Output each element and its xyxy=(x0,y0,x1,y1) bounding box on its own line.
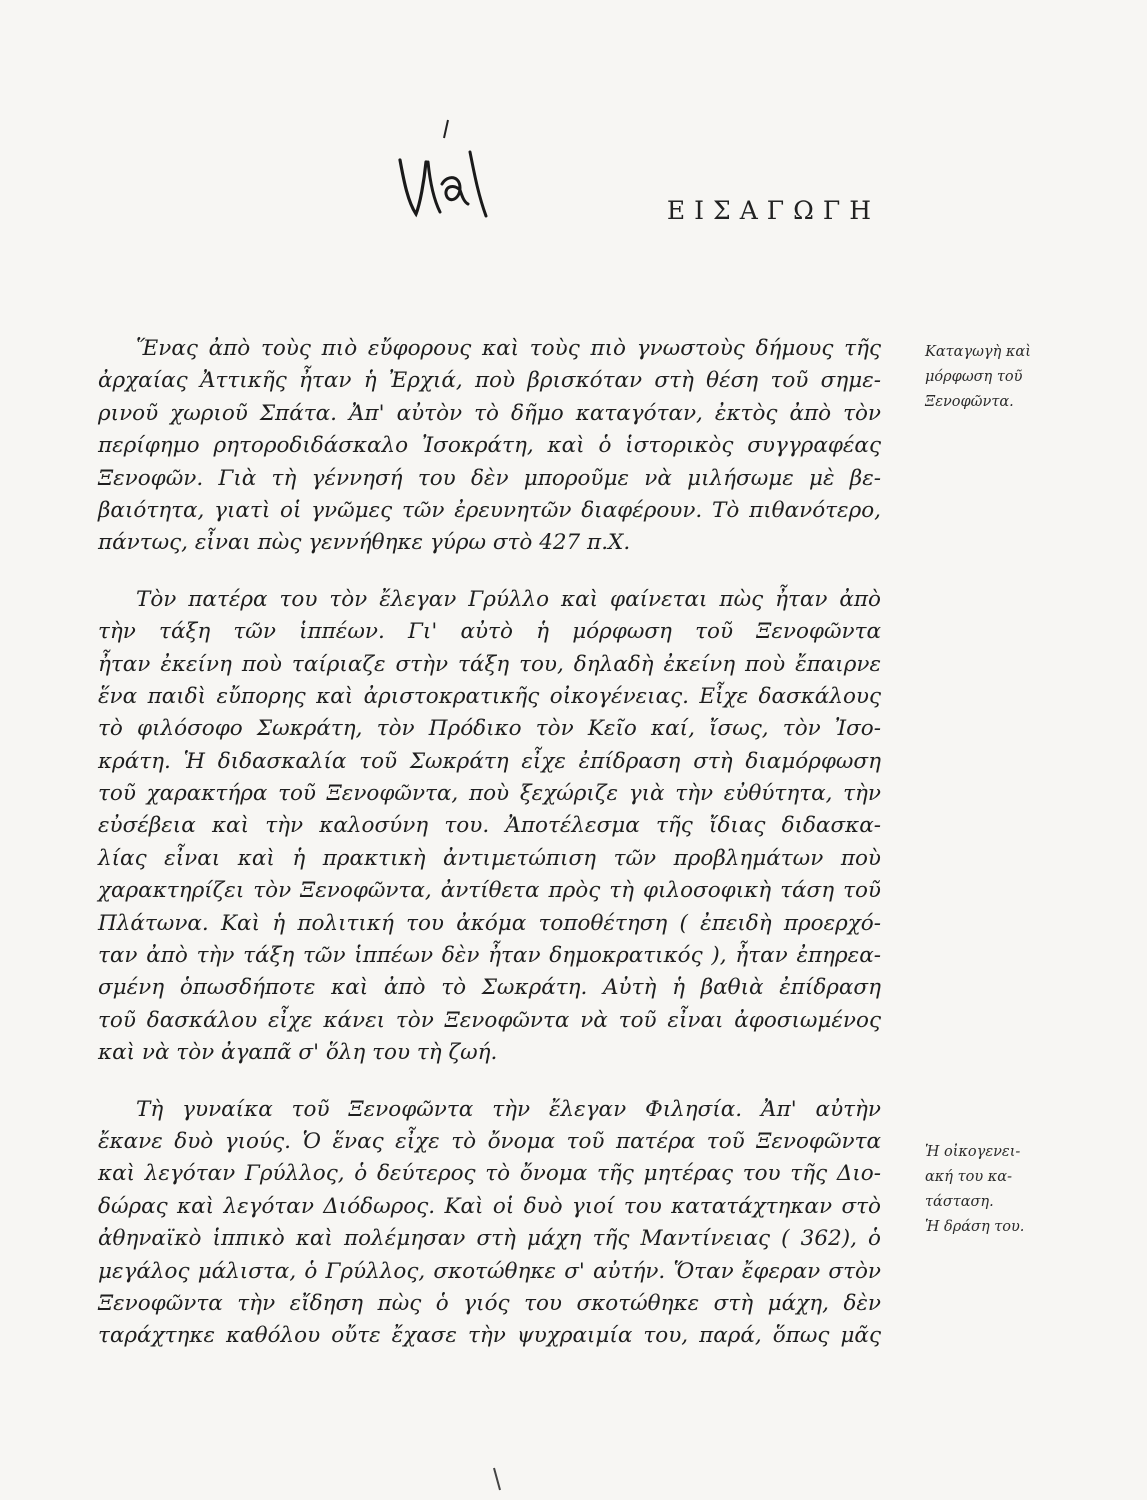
margin-note-line: τάσταση. xyxy=(925,1194,994,1210)
text-line: Πλάτωνα. Καὶ ἡ πολιτική του ἀκόμα τοποθέτηση ( ἐπειδὴ προερχό- xyxy=(98,910,881,936)
paragraph-family xyxy=(98,1094,881,1353)
page-title: ΕΙΣΑΓΩΓΗ xyxy=(666,196,880,225)
main-text xyxy=(98,333,881,1353)
text-line: Ἕνας ἀπὸ τοὺς πιὸ εὔφορους καὶ τοὺς πιὸ γνωστοὺς δήμους τῆς xyxy=(136,336,881,361)
margin-note-line: μόρφωση τοῦ xyxy=(925,369,1023,385)
text-line: ἀρχαίας Ἀττικῆς ἦταν ἡ Ἐρχιά, ποὺ βρισκόταν στὴ θέση τοῦ σημε- xyxy=(98,368,881,394)
text-line: ἦταν ἐκείνη ποὺ ταίριαζε στὴν τάξη του, δηλαδὴ ἐκείνη ποὺ ἔπαιρνε xyxy=(98,651,881,677)
margin-note-line: Ἡ δράση του. xyxy=(925,1219,1025,1235)
text-line: μεγάλος μάλιστα, ὁ Γρύλλος, σκοτώθηκε σ' αὐτήν. Ὅταν ἔφεραν στὸν xyxy=(98,1258,881,1284)
text-line: δώρας καὶ λεγόταν Διόδωρος. Καὶ οἱ δυὸ γιοί του κατατάχτηκαν στὸ xyxy=(98,1193,881,1219)
text-line: τὴν τάξη τῶν ἱππέων. Γι' αὐτὸ ἡ μόρφωση τοῦ Ξενοφῶντα xyxy=(98,619,881,645)
handwritten-mark xyxy=(390,112,510,232)
text-line: σμένη ὁπωσδήποτε καὶ ἀπὸ τὸ Σωκράτη. Αὐτὴ ἡ βαθιὰ ἐπίδραση xyxy=(98,975,881,1001)
margin-note-line: Ἡ οἰκογενει- xyxy=(925,1144,1021,1160)
margin-note-line: Καταγωγὴ καὶ xyxy=(925,344,1031,360)
text-line: Ξενοφῶντα τὴν εἴδηση πὼς ὁ γιός του σκοτώθηκε στὴ μάχη, δὲν xyxy=(98,1290,881,1316)
text-line: Τὸν πατέρα του τὸν ἔλεγαν Γρύλλο καὶ φαίνεται πὼς ἦταν ἀπὸ xyxy=(136,586,881,612)
text-line: καὶ λεγόταν Γρύλλος, ὁ δεύτερος τὸ ὄνομα τῆς μητέρας του τῆς Διο- xyxy=(98,1161,881,1187)
text-line: χαρακτηρίζει τὸν Ξενοφῶντα, ἀντίθετα πρὸς τὴ φιλοσοφικὴ τάση τοῦ xyxy=(98,878,881,904)
text-line: ταράχτηκε καθόλου οὔτε ἔχασε τὴν ψυχραιμία του, παρά, ὅπως μᾶς xyxy=(98,1323,881,1349)
text-line: κράτη. Ἡ διδασκαλία τοῦ Σωκράτη εἶχε ἐπίδραση στὴ διαμόρφωση xyxy=(98,748,881,774)
paragraph-origin xyxy=(98,333,881,560)
margin-note-line: Ξενοφῶντα. xyxy=(925,394,1014,410)
text-line: τὸ φιλόσοφο Σωκράτη, τὸν Πρόδικο τὸν Κεῖο καί, ἴσως, τὸν Ἰσο- xyxy=(98,716,881,742)
text-line: βαιότητα, γιατὶ οἱ γνῶμες τῶν ἐρευνητῶν διαφέρουν. Τὸ πιθανότερο, xyxy=(98,497,881,523)
text-line: ἕνα παιδὶ εὔπορης καὶ ἀριστοκρατικῆς οἰκογένειας. Εἶχε δασκάλους xyxy=(98,683,881,709)
text-line: καὶ νὰ τὸν ἀγαπᾶ σ' ὅλη του τὴ ζωή. xyxy=(98,1040,498,1066)
text-line: Ξενοφῶν. Γιὰ τὴ γέννησή του δὲν μποροῦμε νὰ μιλήσωμε μὲ βε- xyxy=(98,465,881,491)
text-line: τοῦ δασκάλου εἶχε κάνει τὸν Ξενοφῶντα νὰ τοῦ εἶναι ἀφοσιωμένος xyxy=(98,1007,881,1033)
margin-note-origin xyxy=(925,340,1095,415)
text-line: ταν ἀπὸ τὴν τάξη τῶν ἱππέων δὲν ἦταν δημοκρατικός ), ἦταν ἐπηρεα- xyxy=(98,943,881,969)
text-line: εὐσέβεια καὶ τὴν καλοσύνη του. Ἀποτέλεσμα τῆς ἴδιας διδασκα- xyxy=(98,813,881,839)
text-line: ρινοῦ χωριοῦ Σπάτα. Ἀπ' αὐτὸν τὸ δῆμο καταγόταν, ἐκτὸς ἀπὸ τὸν xyxy=(98,400,881,426)
text-line: περίφημο ρητοροδιδάσκαλο Ἰσοκράτη, καὶ ὁ ἱστορικὸς συγγραφέας xyxy=(98,433,881,459)
margin-note-family xyxy=(925,1140,1095,1240)
text-line: ἔκανε δυὸ γιούς. Ὁ ἕνας εἶχε τὸ ὄνομα τοῦ πατέρα τοῦ Ξενοφῶντα xyxy=(98,1128,881,1154)
paragraph-education xyxy=(98,584,881,1070)
text-line: ἀθηναϊκὸ ἱππικὸ καὶ πολέμησαν στὴ μάχη τῆς Μαντίνειας ( 362), ὁ xyxy=(98,1226,881,1252)
margin-note-line: ακή του κα- xyxy=(925,1169,1012,1185)
text-line: πάντως, εἶναι πὼς γεννήθηκε γύρω στὸ 427 π.Χ. xyxy=(98,530,631,556)
text-line: λίας εἶναι καὶ ἡ πρακτικὴ ἀντιμετώπιση τῶν προβλημάτων ποὺ xyxy=(98,845,881,871)
text-line: τοῦ χαρακτήρα τοῦ Ξενοφῶντα, ποὺ ξεχώριζε γιὰ τὴν εὐθύτητα, τὴν xyxy=(98,781,881,807)
text-line: Τὴ γυναίκα τοῦ Ξενοφῶντα τὴν ἔλεγαν Φιλησία. Ἀπ' αὐτὴν xyxy=(136,1096,881,1122)
